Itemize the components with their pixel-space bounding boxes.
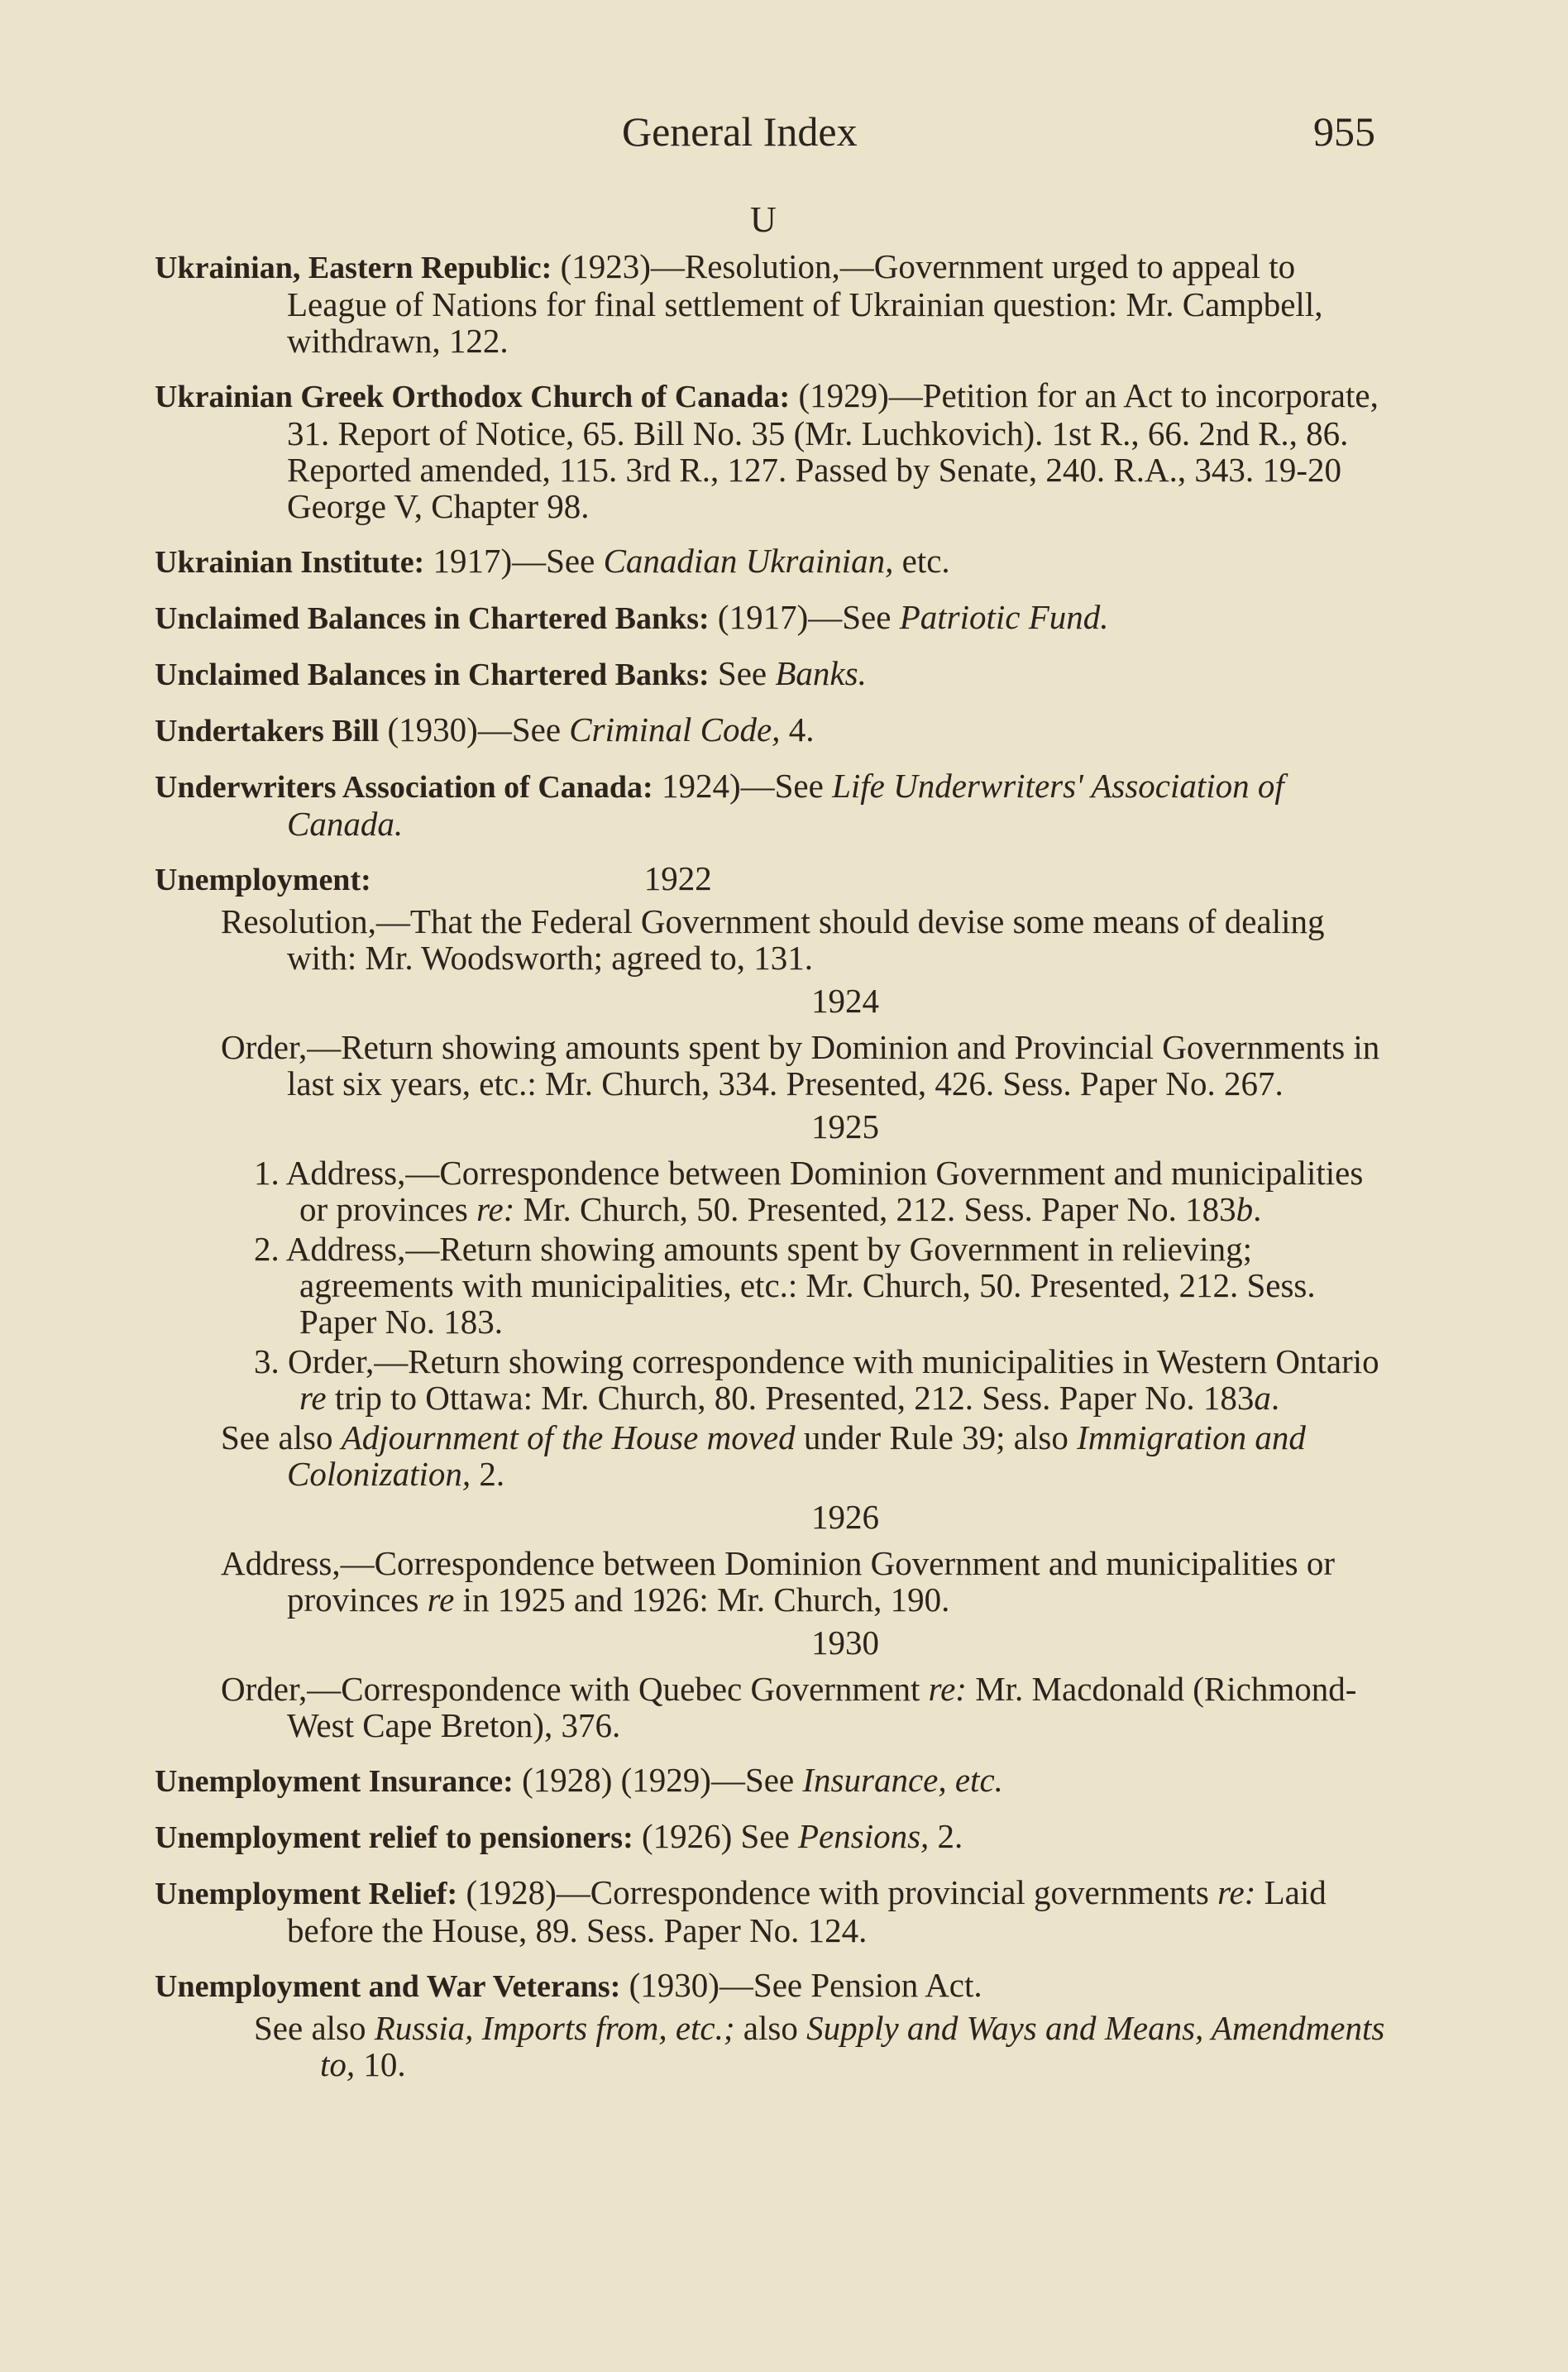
entry-heading: Unemployment Relief: (155, 1877, 458, 1911)
subentry-text: 3. Order,—Return showing correspondence with municipalities in Western Ontario (254, 1342, 1379, 1380)
index-entry (155, 543, 1387, 581)
entry-heading: Undertakers Bill (155, 714, 380, 748)
entry-text: etc. (893, 542, 950, 580)
entry-heading: Unclaimed Balances in Chartered Banks: (155, 658, 710, 692)
entry-text: 1924)—See (653, 767, 833, 805)
subentry: Resolution,—That the Federal Government should devise some means of dealing with: Mr. Woodsworth; agreed to, 131. (221, 902, 1325, 977)
see-also-text: 2. (471, 1455, 505, 1493)
entry-heading: Unemployment Insurance: (155, 1764, 514, 1799)
index-entry (155, 1967, 1387, 2005)
see-also-text: under Rule 39; also (795, 1418, 1078, 1456)
cross-reference: Adjournment of the House moved (341, 1418, 796, 1456)
re-abbrev: re: (1217, 1873, 1256, 1911)
year-heading: 1924 (811, 982, 879, 1020)
entry-heading: Ukrainian Institute: (155, 545, 425, 580)
entry-text: 2. (929, 1817, 963, 1855)
subentry-text: . (1270, 1379, 1280, 1417)
entry-text: Laid before the House, 89. Sess. Paper No. 124. (287, 1873, 1327, 1949)
entry-text: (1930)—See Pension Act. (620, 1966, 982, 2004)
subentry: 2. Address,—Return showing amounts spent by Government in relieving; agreements with municipalities, etc.: Mr. Church, 50. Presented, 212. Sess. Paper No. 183. (254, 1230, 1316, 1341)
paper-suffix: a (1254, 1379, 1271, 1417)
cross-reference: Immigration and Colonization, (287, 1418, 1306, 1493)
index-entry (155, 768, 1387, 842)
subentry (221, 1343, 1387, 1416)
cross-reference: Life Underwriters' Association of Canada. (287, 767, 1284, 843)
subentry: Order,—Return showing amounts spent by Dominion and Provincial Governments in last six years, etc.: Mr. Church, 334. Presented, 426. Sess. Paper No. 267. (221, 1028, 1380, 1102)
subentry-text: Mr. Church, 50. Presented, 212. Sess. Paper No. 183 (514, 1190, 1236, 1228)
subentry-text: Address,—Correspondence between Dominion Government and municipalities or provinces (221, 1544, 1335, 1619)
re-abbrev: re: (928, 1670, 967, 1708)
entry-text: (1928)—Correspondence with provincial governments (457, 1873, 1218, 1911)
cross-reference: Criminal Code, (569, 710, 781, 748)
year-heading: 1930 (811, 1624, 879, 1662)
entry-text: (1926) See (633, 1817, 798, 1855)
cross-reference: Banks. (775, 654, 867, 692)
index-body (155, 248, 1387, 2101)
index-entry (155, 655, 1387, 693)
entry-heading: Unemployment: (155, 863, 371, 897)
see-also (221, 1419, 1387, 1492)
year-heading: 1922 (643, 859, 712, 897)
cross-reference: Pensions, (798, 1817, 930, 1855)
index-entry (155, 1818, 1387, 1856)
entry-heading: Unemployment relief to pensioners: (155, 1820, 633, 1855)
see-also-text: See also (221, 1418, 342, 1456)
cross-reference: Patriotic Fund. (899, 598, 1109, 636)
entry-heading: Unclaimed Balances in Chartered Banks: (155, 601, 710, 636)
see-also-text: See also (254, 2009, 375, 2047)
year-heading: 1925 (811, 1107, 879, 1145)
page-number: 955 (1313, 108, 1375, 155)
cross-reference: Supply and Ways and Means, Amendments to, (320, 2009, 1385, 2083)
index-entry (155, 599, 1387, 637)
see-also-text: 10. (355, 2045, 406, 2083)
entry-text: (1923)—Resolution,—Government urged to appeal to League of Nations for final settlement of Ukrainian question: Mr. Campbell, withdrawn, 122. (287, 247, 1323, 360)
subentry-text: Mr. Macdonald (Richmond-West Cape Breton), 376. (287, 1670, 1357, 1744)
re-abbrev: re (299, 1379, 327, 1417)
entry-heading: Unemployment and War Veterans: (155, 1969, 621, 2004)
paper-suffix: b (1236, 1190, 1254, 1228)
cross-reference: Insurance, etc. (802, 1761, 1003, 1799)
index-entry (155, 248, 1387, 359)
entry-text: 4. (780, 710, 815, 748)
subentry-text: . (1253, 1190, 1262, 1228)
subentry-text: in 1925 and 1926: Mr. Church, 190. (454, 1581, 950, 1619)
entry-heading: Underwriters Association of Canada: (155, 770, 653, 805)
index-entry (155, 377, 1387, 524)
running-title: General Index (622, 108, 858, 155)
section-letter: U (750, 199, 777, 240)
entry-text: (1930)—See (379, 710, 570, 748)
index-entry (155, 1762, 1387, 1800)
see-also-text: also (734, 2009, 807, 2047)
entry-heading: Ukrainian Greek Orthodox Church of Canada: (155, 380, 791, 414)
subentry-text: 1. Address,—Correspondence between Dominion Government and municipalities or provinces (254, 1154, 1364, 1228)
subentry (221, 1671, 1387, 1743)
index-entry (155, 711, 1387, 749)
index-entry (155, 860, 1387, 898)
year-heading: 1926 (811, 1498, 879, 1536)
subentry (221, 1155, 1387, 1227)
entry-text: 1917)—See (424, 542, 604, 580)
re-abbrev: re (427, 1581, 455, 1619)
cross-reference: Russia, Imports from, etc.; (374, 2009, 735, 2047)
entry-text: See (709, 654, 776, 692)
re-abbrev: re: (476, 1190, 515, 1228)
entry-heading: Ukrainian, Eastern Republic: (155, 251, 552, 285)
cross-reference: Canadian Ukrainian, (603, 542, 894, 580)
subentry-text: Order,—Correspondence with Quebec Government (221, 1670, 929, 1708)
entry-text: (1917)—See (709, 598, 900, 636)
see-also (254, 2010, 1387, 2083)
subentry-text: trip to Ottawa: Mr. Church, 80. Presented, 212. Sess. Paper No. 183 (326, 1379, 1255, 1417)
subentry (221, 1545, 1387, 1618)
index-entry (155, 1874, 1387, 1949)
entry-text: (1928) (1929)—See (513, 1761, 803, 1799)
entry-text: (1929)—Petition for an Act to incorporate, 31. Report of Notice, 65. Bill No. 35 (Mr. Luchkovich). 1st R., 66. 2nd R., 86. Reported amended, 115. 3rd R., 127. Passed by Senate, 240. R.A., 343. 19-20 George V, Chapter 98. (287, 376, 1379, 525)
